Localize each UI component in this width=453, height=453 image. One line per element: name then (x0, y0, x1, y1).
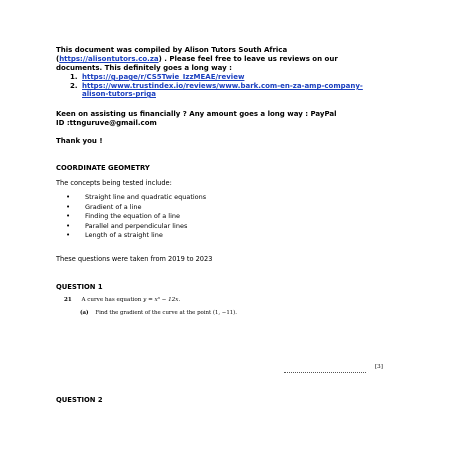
marks-label: [3] (375, 364, 383, 370)
section-heading: COORDINATE GEOMETRY (56, 164, 150, 172)
list-item: • Gradient of a line (66, 202, 142, 211)
list-item: • Finding the equation of a line (66, 212, 181, 220)
intro-line-2: (https://alisontutors.co.za) . Please feel free to leave us reviews on our (56, 55, 338, 63)
list-item: • Length of a straight line (66, 231, 163, 239)
bullet-icon: • (66, 202, 71, 211)
concepts-intro: The concepts being tested include: (56, 179, 172, 187)
bullet-icon: • (66, 193, 71, 201)
review-number: 1. (70, 73, 78, 81)
review-item-1 (70, 73, 244, 82)
list-item: • Parallel and perpendicular lines (66, 221, 188, 230)
question-1-heading: QUESTION 1 (56, 283, 103, 291)
paypal-line-2: ID :ttnguruve@gmail.com (56, 119, 157, 127)
review-number: 2. (70, 82, 78, 90)
topics-list (66, 193, 206, 241)
part-label: (a) (80, 310, 89, 316)
review-link-continuation (82, 90, 156, 99)
curve-equation: y = x³ − 12x. (143, 297, 181, 303)
bullet-icon: • (66, 231, 71, 239)
paypal-line-1: Keen on assisting us financially ? Any amount goes a long way : PayPal (56, 110, 337, 118)
intro-line-3: documents. This definitely goes a long way : (56, 64, 232, 72)
list-item: • Straight line and quadratic equations (66, 193, 207, 201)
question-2-heading: QUESTION 2 (56, 396, 103, 404)
review-link-trustindex[interactable]: https://www.trustindex.io/reviews/www.bark.com-en-za-amp-company- (82, 82, 363, 90)
question-1-stem: 21 A curve has equation y = x³ − 12x. (64, 297, 181, 303)
site-link[interactable]: https://alisontutors.co.za (59, 55, 159, 63)
intro-line-1: This document was compiled by Alison Tutors South Africa (56, 46, 288, 54)
question-1-part-a: (a) Find the gradient of the curve at the point (1, −11). (80, 310, 238, 316)
years-note: These questions were taken from 2019 to 2023 (56, 255, 213, 263)
question-number: 21 (64, 297, 72, 303)
thank-you: Thank you ! (56, 137, 103, 145)
bullet-icon: • (66, 212, 71, 220)
bullet-icon: • (66, 221, 71, 230)
answer-line (284, 372, 366, 373)
review-link-trustindex-cont[interactable]: alison-tutors-priga (82, 90, 156, 98)
review-link-google[interactable]: https://g.page/r/CS5Twie_IzzMEAE/review (82, 73, 245, 81)
